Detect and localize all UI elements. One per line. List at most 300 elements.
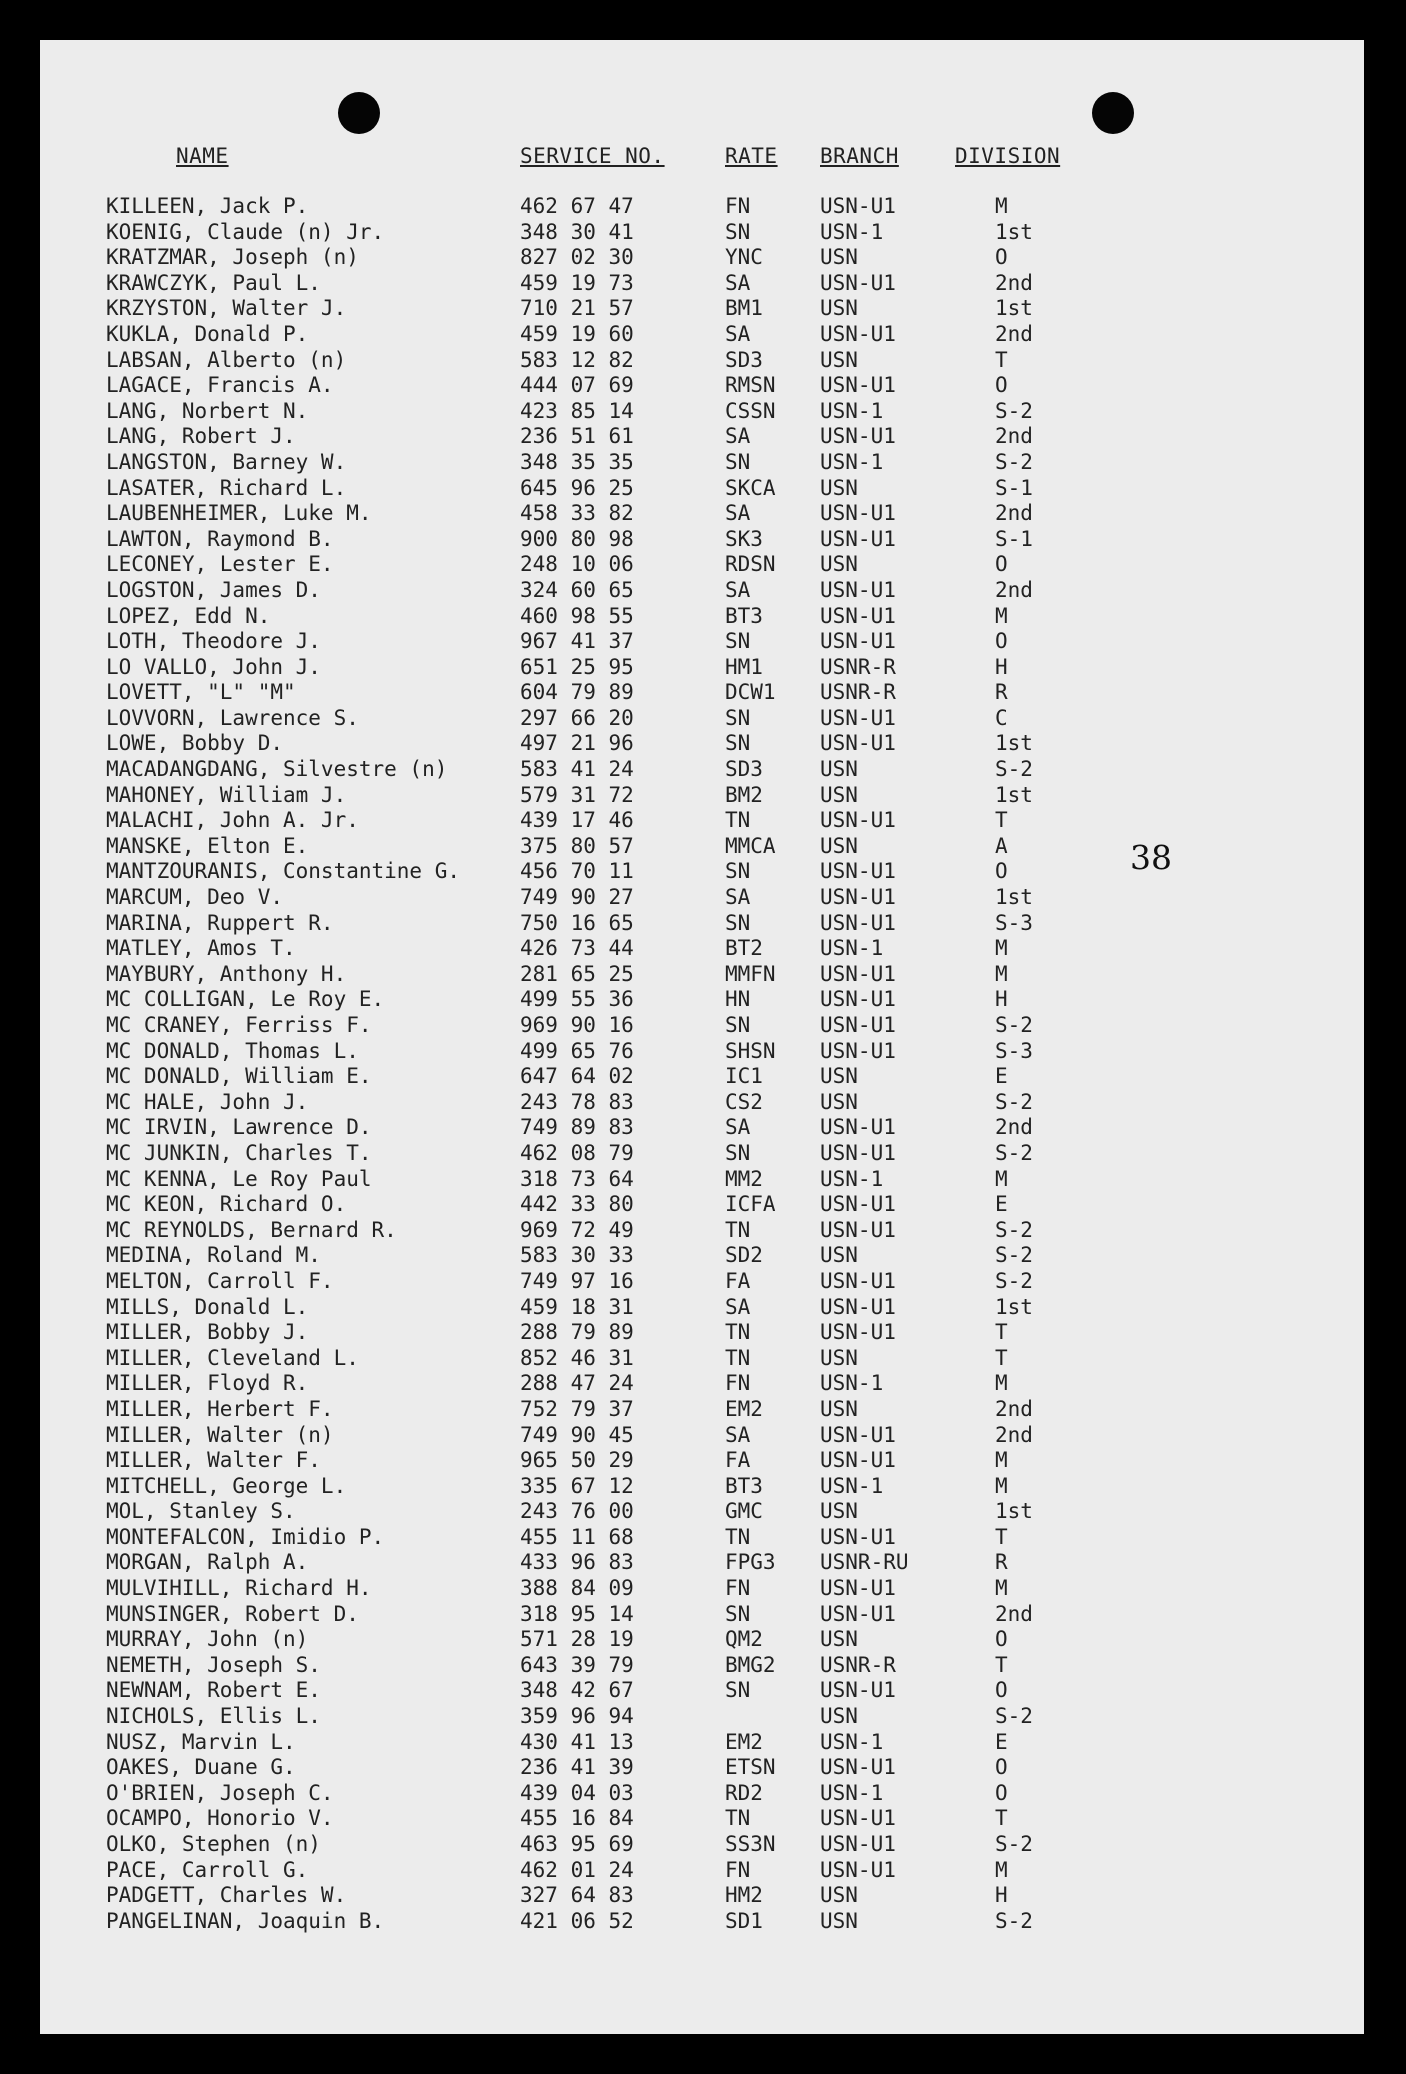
division-cell: S-1 — [995, 526, 1033, 551]
header-division: DIVISION — [955, 144, 1061, 168]
rate-cell: SN — [725, 219, 751, 244]
table-row — [40, 1883, 1364, 1909]
table-row — [40, 1832, 1364, 1858]
branch-cell: USNR-R — [820, 1652, 896, 1677]
service-no-cell: 645 96 25 — [520, 475, 634, 500]
table-row — [40, 1243, 1364, 1269]
service-no-cell: 462 08 79 — [520, 1140, 634, 1165]
rate-cell: CS2 — [725, 1089, 763, 1114]
name-cell: MC KEON, Richard O. — [106, 1192, 347, 1217]
rate-cell: ETSN — [725, 1755, 776, 1780]
rate-cell: FPG3 — [725, 1550, 776, 1575]
rate-cell: TN — [725, 1217, 751, 1242]
table-row — [40, 706, 1364, 732]
table-row — [40, 731, 1364, 757]
service-no-cell: 643 39 79 — [520, 1652, 634, 1677]
branch-cell: USN-U1 — [820, 1422, 896, 1447]
rate-cell: SN — [725, 859, 751, 884]
branch-cell: USN — [820, 1908, 858, 1933]
name-cell: LAWTON, Raymond B. — [106, 526, 334, 551]
header-branch: BRANCH — [820, 144, 899, 168]
service-no-cell: 583 30 33 — [520, 1243, 634, 1268]
rate-cell: SN — [725, 705, 751, 730]
branch-cell: USN-1 — [820, 936, 884, 961]
branch-cell: USN-U1 — [820, 987, 896, 1012]
branch-cell: USN-U1 — [820, 705, 896, 730]
table-row — [40, 1039, 1364, 1065]
name-cell: LOPEZ, Edd N. — [106, 603, 271, 628]
rate-cell: BT3 — [725, 1473, 763, 1498]
division-cell: S-2 — [995, 398, 1033, 423]
division-cell: T — [995, 1524, 1008, 1549]
service-no-cell: 749 89 83 — [520, 1115, 634, 1140]
division-cell: E — [995, 1192, 1008, 1217]
name-cell: MULVIHILL, Richard H. — [106, 1576, 372, 1601]
name-cell: MALACHI, John A. Jr. — [106, 808, 359, 833]
branch-cell: USN-U1 — [820, 373, 896, 398]
table-row — [40, 1499, 1364, 1525]
service-no-cell: 439 17 46 — [520, 808, 634, 833]
branch-cell: USN — [820, 1704, 858, 1729]
service-no-cell: 430 41 13 — [520, 1729, 634, 1754]
branch-cell: USN-1 — [820, 398, 884, 423]
service-no-cell: 236 51 61 — [520, 424, 634, 449]
name-cell: LABSAN, Alberto (n) — [106, 347, 347, 372]
rate-cell: SN — [725, 629, 751, 654]
table-row — [40, 578, 1364, 604]
branch-cell: USNR-R — [820, 680, 896, 705]
rate-cell: TN — [725, 1806, 751, 1831]
rate-cell: FN — [725, 1371, 751, 1396]
division-cell: R — [995, 1550, 1008, 1575]
rate-cell: MM2 — [725, 1166, 763, 1191]
service-no-cell: 459 19 73 — [520, 270, 634, 295]
division-cell: M — [995, 1448, 1008, 1473]
header-rate: RATE — [725, 144, 778, 168]
service-no-cell: 967 41 37 — [520, 629, 634, 654]
rate-cell: HM1 — [725, 654, 763, 679]
name-cell: MILLER, Walter F. — [106, 1448, 321, 1473]
name-cell: LECONEY, Lester E. — [106, 552, 334, 577]
division-cell: O — [995, 245, 1008, 270]
branch-cell: USN-U1 — [820, 808, 896, 833]
name-cell: MARCUM, Deo V. — [106, 885, 284, 910]
division-cell: M — [995, 936, 1008, 961]
table-row — [40, 1218, 1364, 1244]
rate-cell: CSSN — [725, 398, 776, 423]
branch-cell: USN-U1 — [820, 1806, 896, 1831]
division-cell: 2nd — [995, 270, 1033, 295]
table-row — [40, 1627, 1364, 1653]
division-cell: 2nd — [995, 424, 1033, 449]
division-cell: 2nd — [995, 1601, 1033, 1626]
branch-cell: USN-U1 — [820, 1038, 896, 1063]
division-cell: S-2 — [995, 757, 1033, 782]
name-cell: MILLS, Donald L. — [106, 1294, 309, 1319]
table-row — [40, 1115, 1364, 1141]
division-cell: M — [995, 1857, 1008, 1882]
division-cell: E — [995, 1729, 1008, 1754]
name-cell: MC DONALD, William E. — [106, 1064, 372, 1089]
service-no-cell: 749 97 16 — [520, 1268, 634, 1293]
division-cell: 1st — [995, 1294, 1033, 1319]
service-no-cell: 442 33 80 — [520, 1192, 634, 1217]
table-row — [40, 629, 1364, 655]
division-cell: 2nd — [995, 501, 1033, 526]
table-row — [40, 680, 1364, 706]
rate-cell: SN — [725, 1601, 751, 1626]
table-row — [40, 348, 1364, 374]
table-row — [40, 399, 1364, 425]
name-cell: NEMETH, Joseph S. — [106, 1652, 321, 1677]
name-cell: MC JUNKIN, Charles T. — [106, 1140, 372, 1165]
division-cell: O — [995, 629, 1008, 654]
branch-cell: USN — [820, 782, 858, 807]
rate-cell: BMG2 — [725, 1652, 776, 1677]
rate-cell: SN — [725, 1140, 751, 1165]
table-row — [40, 1550, 1364, 1576]
name-cell: LAGACE, Francis A. — [106, 373, 334, 398]
name-cell: MANTZOURANIS, Constantine G. — [106, 859, 461, 884]
service-no-cell: 900 80 98 — [520, 526, 634, 551]
rate-cell: GMC — [725, 1499, 763, 1524]
name-cell: MEDINA, Roland M. — [106, 1243, 321, 1268]
rate-cell: FN — [725, 1576, 751, 1601]
name-cell: LASATER, Richard L. — [106, 475, 347, 500]
service-no-cell: 444 07 69 — [520, 373, 634, 398]
name-cell: MURRAY, John (n) — [106, 1627, 309, 1652]
branch-cell: USN-U1 — [820, 961, 896, 986]
rate-cell: SN — [725, 449, 751, 474]
branch-cell: USN — [820, 1627, 858, 1652]
branch-cell: USN-U1 — [820, 1832, 896, 1856]
branch-cell: USN-U1 — [820, 1524, 896, 1549]
branch-cell: USN — [820, 347, 858, 372]
branch-cell: USN-U1 — [820, 321, 896, 346]
branch-cell: USN-1 — [820, 1371, 884, 1396]
branch-cell: USN-U1 — [820, 1576, 896, 1601]
name-cell: LANG, Robert J. — [106, 424, 296, 449]
table-row — [40, 501, 1364, 527]
service-no-cell: 421 06 52 — [520, 1908, 634, 1933]
rate-cell: SA — [725, 424, 751, 449]
name-cell: MATLEY, Amos T. — [106, 936, 296, 961]
service-no-cell: 710 21 57 — [520, 296, 634, 321]
service-no-cell: 462 01 24 — [520, 1857, 634, 1882]
division-cell: S-2 — [995, 449, 1033, 474]
name-cell: KRATZMAR, Joseph (n) — [106, 245, 359, 270]
rate-cell: HN — [725, 987, 751, 1012]
rate-cell: EM2 — [725, 1396, 763, 1421]
table-row — [40, 1678, 1364, 1704]
rate-cell: SA — [725, 501, 751, 526]
division-cell: H — [995, 987, 1008, 1012]
rate-cell: BT3 — [725, 603, 763, 628]
branch-cell: USN-U1 — [820, 1294, 896, 1319]
division-cell: O — [995, 1678, 1008, 1703]
service-no-cell: 348 30 41 — [520, 219, 634, 244]
branch-cell: USN-U1 — [820, 1140, 896, 1165]
table-row — [40, 1090, 1364, 1116]
name-cell: LOGSTON, James D. — [106, 577, 321, 602]
rate-cell: SA — [725, 1294, 751, 1319]
name-cell: MILLER, Herbert F. — [106, 1396, 334, 1421]
name-cell: LAUBENHEIMER, Luke M. — [106, 501, 372, 526]
division-cell: T — [995, 1806, 1008, 1831]
division-cell: 1st — [995, 731, 1033, 756]
rate-cell: SA — [725, 885, 751, 910]
branch-cell: USN-U1 — [820, 1192, 896, 1217]
service-no-cell: 749 90 45 — [520, 1422, 634, 1447]
table-row — [40, 1346, 1364, 1372]
branch-cell: USN-U1 — [820, 501, 896, 526]
name-cell: MILLER, Bobby J. — [106, 1320, 309, 1345]
division-cell: 2nd — [995, 1422, 1033, 1447]
table-row — [40, 936, 1364, 962]
division-cell: 1st — [995, 782, 1033, 807]
service-no-cell: 604 79 89 — [520, 680, 634, 705]
branch-cell: USN-U1 — [820, 1320, 896, 1345]
branch-cell: USN-1 — [820, 1780, 884, 1805]
service-no-cell: 297 66 20 — [520, 705, 634, 730]
table-row — [40, 757, 1364, 783]
table-row — [40, 1755, 1364, 1781]
division-cell: S-3 — [995, 1038, 1033, 1063]
table-row — [40, 604, 1364, 630]
rate-cell: BM1 — [725, 296, 763, 321]
name-cell: MELTON, Carroll F. — [106, 1268, 334, 1293]
table-row — [40, 1192, 1364, 1218]
service-no-cell: 456 70 11 — [520, 859, 634, 884]
name-cell: OCAMPO, Honorio V. — [106, 1806, 334, 1831]
punch-hole-right — [1092, 92, 1134, 134]
rate-cell: BT2 — [725, 936, 763, 961]
name-cell: LOVETT, "L" "M" — [106, 680, 296, 705]
service-no-cell: 335 67 12 — [520, 1473, 634, 1498]
branch-cell: USN-1 — [820, 1729, 884, 1754]
name-cell: MC COLLIGAN, Le Roy E. — [106, 987, 385, 1012]
service-no-cell: 579 31 72 — [520, 782, 634, 807]
branch-cell: USN-U1 — [820, 1013, 896, 1037]
service-no-cell: 348 35 35 — [520, 449, 634, 474]
rate-cell: SN — [725, 1013, 751, 1037]
name-cell: LOWE, Bobby D. — [106, 731, 284, 756]
rate-cell: SA — [725, 1115, 751, 1140]
table-row — [40, 1141, 1364, 1167]
table-row — [40, 987, 1364, 1013]
rate-cell: TN — [725, 1345, 751, 1370]
name-cell: OAKES, Duane G. — [106, 1755, 296, 1780]
rate-cell: SA — [725, 270, 751, 295]
name-cell: OLKO, Stephen (n) — [106, 1832, 321, 1856]
branch-cell: USN-U1 — [820, 629, 896, 654]
table-row — [40, 245, 1364, 271]
division-cell: A — [995, 833, 1008, 858]
branch-cell: USN-U1 — [820, 859, 896, 884]
division-cell: H — [995, 654, 1008, 679]
table-row — [40, 911, 1364, 937]
service-no-cell: 462 67 47 — [520, 194, 634, 218]
name-cell: NUSZ, Marvin L. — [106, 1729, 296, 1754]
rate-cell: ICFA — [725, 1192, 776, 1217]
division-cell: M — [995, 1371, 1008, 1396]
service-no-cell: 969 72 49 — [520, 1217, 634, 1242]
division-cell: O — [995, 1627, 1008, 1652]
division-cell: O — [995, 373, 1008, 398]
rate-cell: SN — [725, 910, 751, 935]
branch-cell: USN-U1 — [820, 1115, 896, 1140]
division-cell: S-2 — [995, 1089, 1033, 1114]
name-cell: NEWNAM, Robert E. — [106, 1678, 321, 1703]
service-no-cell: 651 25 95 — [520, 654, 634, 679]
branch-cell: USN — [820, 475, 858, 500]
roster-list — [40, 194, 1364, 1934]
rate-cell: QM2 — [725, 1627, 763, 1652]
name-cell: KRAWCZYK, Paul L. — [106, 270, 321, 295]
service-no-cell: 460 98 55 — [520, 603, 634, 628]
name-cell: MILLER, Floyd R. — [106, 1371, 309, 1396]
rate-cell: SN — [725, 731, 751, 756]
table-row — [40, 962, 1364, 988]
rate-cell: DCW1 — [725, 680, 776, 705]
name-cell: KOENIG, Claude (n) Jr. — [106, 219, 385, 244]
division-cell: M — [995, 194, 1008, 218]
table-row — [40, 1730, 1364, 1756]
service-no-cell: 583 12 82 — [520, 347, 634, 372]
division-cell: S-3 — [995, 910, 1033, 935]
division-cell: T — [995, 1320, 1008, 1345]
service-no-cell: 439 04 03 — [520, 1780, 634, 1805]
name-cell: MANSKE, Elton E. — [106, 833, 309, 858]
table-row — [40, 1371, 1364, 1397]
table-row — [40, 1064, 1364, 1090]
name-cell: MAYBURY, Anthony H. — [106, 961, 347, 986]
name-cell: MARINA, Ruppert R. — [106, 910, 334, 935]
service-no-cell: 459 18 31 — [520, 1294, 634, 1319]
branch-cell: USN-U1 — [820, 1857, 896, 1882]
branch-cell: USN-1 — [820, 1166, 884, 1191]
service-no-cell: 463 95 69 — [520, 1832, 634, 1856]
division-cell: T — [995, 1345, 1008, 1370]
table-row — [40, 1474, 1364, 1500]
name-cell: MITCHELL, George L. — [106, 1473, 347, 1498]
division-cell: S-2 — [995, 1140, 1033, 1165]
service-no-cell: 318 73 64 — [520, 1166, 634, 1191]
name-cell: MOL, Stanley S. — [106, 1499, 296, 1524]
service-no-cell: 318 95 14 — [520, 1601, 634, 1626]
division-cell: S-2 — [995, 1704, 1033, 1729]
table-row — [40, 1653, 1364, 1679]
table-row — [40, 424, 1364, 450]
branch-cell: USN-U1 — [820, 603, 896, 628]
table-row — [40, 527, 1364, 553]
page-number: 38 — [1130, 838, 1172, 877]
rate-cell: SA — [725, 577, 751, 602]
rate-cell: SKCA — [725, 475, 776, 500]
name-cell: KRZYSTON, Walter J. — [106, 296, 347, 321]
branch-cell: USN-U1 — [820, 885, 896, 910]
service-no-cell: 499 55 36 — [520, 987, 634, 1012]
branch-cell: USN — [820, 757, 858, 782]
name-cell: MILLER, Cleveland L. — [106, 1345, 359, 1370]
rate-cell: FA — [725, 1268, 751, 1293]
document-page — [40, 40, 1364, 2034]
service-no-cell: 288 47 24 — [520, 1371, 634, 1396]
name-cell: MAHONEY, William J. — [106, 782, 347, 807]
table-row — [40, 1909, 1364, 1935]
table-row — [40, 296, 1364, 322]
branch-cell: USN — [820, 1499, 858, 1524]
service-no-cell: 455 11 68 — [520, 1524, 634, 1549]
table-row — [40, 1448, 1364, 1474]
name-cell: MORGAN, Ralph A. — [106, 1550, 309, 1575]
service-no-cell: 433 96 83 — [520, 1550, 634, 1575]
service-no-cell: 288 79 89 — [520, 1320, 634, 1345]
service-no-cell: 752 79 37 — [520, 1396, 634, 1421]
service-no-cell: 327 64 83 — [520, 1883, 634, 1908]
rate-cell: SK3 — [725, 526, 763, 551]
rate-cell: RD2 — [725, 1780, 763, 1805]
table-row — [40, 1525, 1364, 1551]
rate-cell: FA — [725, 1448, 751, 1473]
table-row — [40, 220, 1364, 246]
division-cell: S-2 — [995, 1832, 1033, 1856]
rate-cell: RMSN — [725, 373, 776, 398]
table-row — [40, 1781, 1364, 1807]
table-row — [40, 450, 1364, 476]
name-cell: MC KENNA, Le Roy Paul — [106, 1166, 372, 1191]
branch-cell: USN — [820, 245, 858, 270]
name-cell: MACADANGDANG, Silvestre (n) — [106, 757, 448, 782]
name-cell: PACE, Carroll G. — [106, 1857, 309, 1882]
rate-cell: MMFN — [725, 961, 776, 986]
division-cell: S-2 — [995, 1217, 1033, 1242]
service-no-cell: 647 64 02 — [520, 1064, 634, 1089]
service-no-cell: 375 80 57 — [520, 833, 634, 858]
table-row — [40, 271, 1364, 297]
division-cell: O — [995, 552, 1008, 577]
division-cell: M — [995, 961, 1008, 986]
division-cell: T — [995, 1652, 1008, 1677]
branch-cell: USNR-RU — [820, 1550, 909, 1575]
division-cell: M — [995, 1166, 1008, 1191]
table-row — [40, 1320, 1364, 1346]
division-cell: 1st — [995, 885, 1033, 910]
name-cell: PANGELINAN, Joaquin B. — [106, 1908, 385, 1933]
service-no-cell: 749 90 27 — [520, 885, 634, 910]
service-no-cell: 583 41 24 — [520, 757, 634, 782]
name-cell: LOVVORN, Lawrence S. — [106, 705, 359, 730]
rate-cell: SHSN — [725, 1038, 776, 1063]
name-cell: MC HALE, John J. — [106, 1089, 309, 1114]
name-cell: MC DONALD, Thomas L. — [106, 1038, 359, 1063]
division-cell: S-2 — [995, 1268, 1033, 1293]
rate-cell: YNC — [725, 245, 763, 270]
branch-cell: USN — [820, 1883, 858, 1908]
division-cell: T — [995, 347, 1008, 372]
table-row — [40, 1704, 1364, 1730]
service-no-cell: 458 33 82 — [520, 501, 634, 526]
division-cell: M — [995, 1576, 1008, 1601]
rate-cell: EM2 — [725, 1729, 763, 1754]
header-name: NAME — [176, 144, 229, 168]
branch-cell: USN-U1 — [820, 910, 896, 935]
branch-cell: USN — [820, 1243, 858, 1268]
name-cell: MC CRANEY, Ferriss F. — [106, 1013, 372, 1037]
service-no-cell: 750 16 65 — [520, 910, 634, 935]
service-no-cell: 243 78 83 — [520, 1089, 634, 1114]
service-no-cell: 571 28 19 — [520, 1627, 634, 1652]
